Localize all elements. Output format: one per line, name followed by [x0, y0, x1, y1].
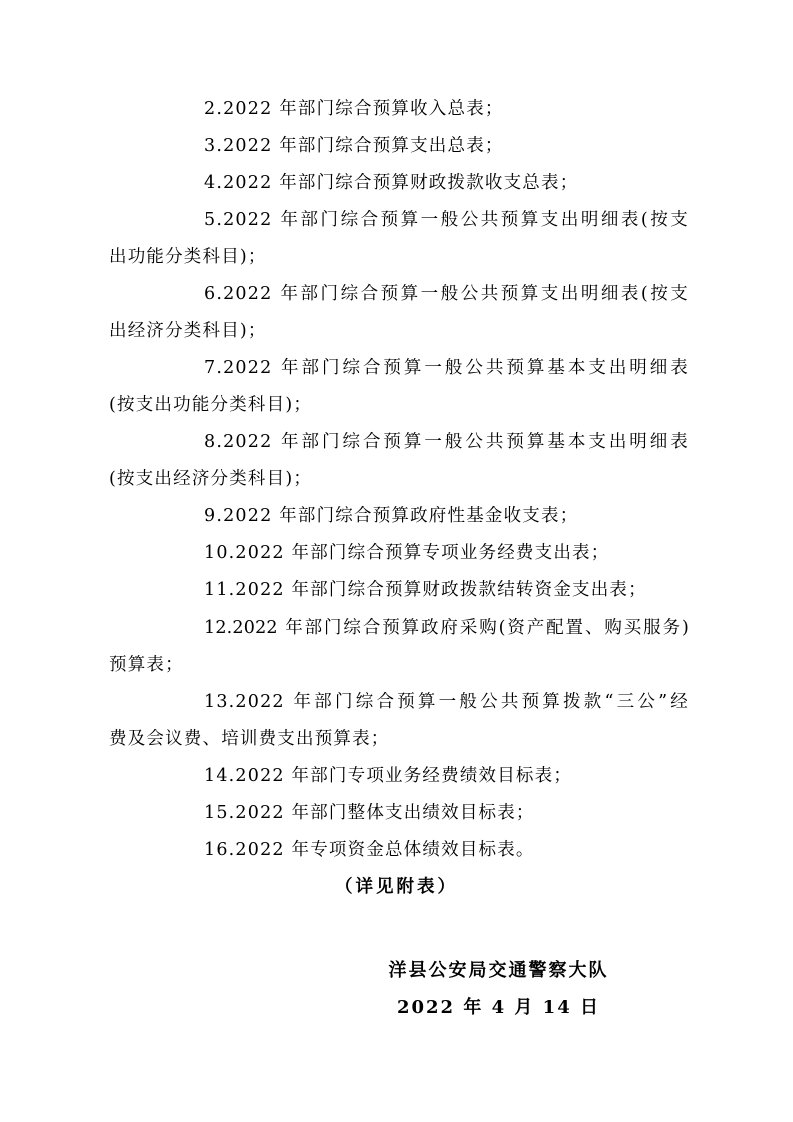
attachment-note: （详见附表）: [335, 877, 458, 897]
list-item-continuation: 出经济分类科目)；: [109, 321, 267, 341]
list-item: 3.2022 年部门综合预算支出总表；: [204, 136, 504, 156]
list-item-continuation: 费及会议费、培训费支出预算表；: [109, 729, 390, 749]
list-item: 12.2022 年部门综合预算政府采购(资产配置、购买服务): [204, 618, 689, 638]
list-item: 6.2022 年部门综合预算一般公共预算支出明细表(按支: [204, 284, 689, 304]
list-item: 10.2022 年部门综合预算专项业务经费支出表；: [204, 543, 610, 563]
list-item: 11.2022 年部门综合预算财政拨款结转资金支出表；: [204, 580, 647, 600]
list-item: 15.2022 年部门整体支出绩效目标表；: [204, 803, 535, 823]
list-item: 2.2022 年部门综合预算收入总表；: [204, 99, 504, 119]
signature-date: 2022 年 4 月 14 日: [396, 997, 600, 1018]
list-item: 5.2022 年部门综合预算一般公共预算支出明细表(按支: [204, 210, 689, 230]
list-item: 16.2022 年专项资金总体绩效目标表。: [204, 840, 535, 860]
list-item: 8.2022 年部门综合预算一般公共预算基本支出明细表: [204, 432, 689, 452]
list-item-continuation: (按支出功能分类科目)；: [109, 395, 313, 415]
list-item-continuation: (按支出经济分类科目)；: [109, 469, 313, 489]
list-item: 7.2022 年部门综合预算一般公共预算基本支出明细表: [204, 358, 689, 378]
signature-org: 洋县公安局交通警察大队: [388, 960, 609, 981]
list-item-continuation: 出功能分类科目)；: [109, 247, 267, 267]
list-item: 9.2022 年部门综合预算政府性基金收支表；: [204, 506, 579, 526]
list-item: 4.2022 年部门综合预算财政拨款收支总表；: [204, 173, 579, 193]
list-item: 13.2022 年部门综合预算一般公共预算拨款“三公”经: [204, 692, 689, 712]
list-item-continuation: 预算表；: [109, 655, 184, 675]
list-item: 14.2022 年部门专项业务经费绩效目标表；: [204, 766, 573, 786]
